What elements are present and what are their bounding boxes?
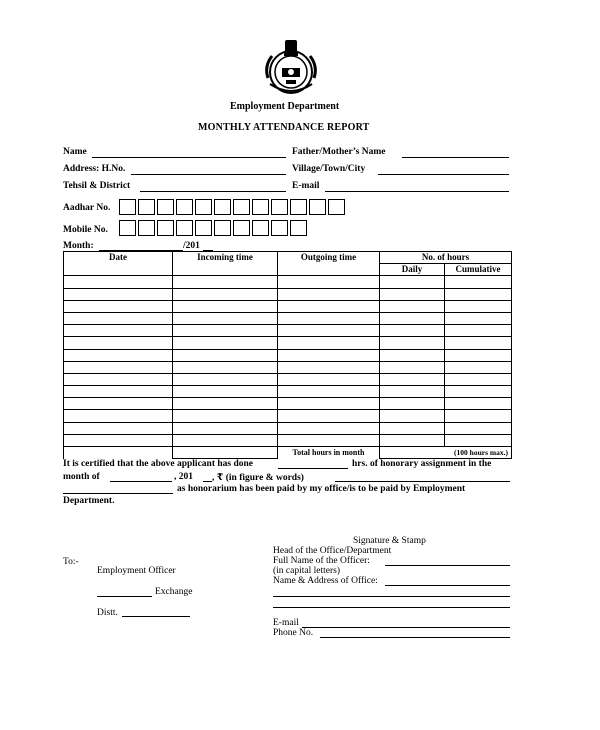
- total-row: [64, 447, 512, 459]
- name-label: Name: [63, 147, 87, 157]
- exchange-label: Exchange: [155, 587, 193, 597]
- exchange-field[interactable]: [97, 596, 152, 597]
- total-hours-label: Total hours in month: [278, 447, 380, 459]
- attendance-table: [63, 251, 512, 459]
- office-address-field-2[interactable]: [273, 596, 510, 597]
- cert-month-field[interactable]: [110, 481, 172, 482]
- table-row[interactable]: [64, 300, 512, 312]
- tehsil-label: Tehsil & District: [63, 181, 131, 191]
- signature-stamp: Signature & Stamp: [353, 536, 426, 546]
- amount-words-field[interactable]: [63, 493, 173, 494]
- month-label: Month:: [63, 241, 94, 251]
- email-label: E-mail: [292, 181, 320, 191]
- col-cumulative: Cumulative: [445, 264, 512, 276]
- hours-done-field[interactable]: [278, 468, 348, 469]
- village-field[interactable]: [378, 174, 509, 175]
- table-row[interactable]: [64, 276, 512, 288]
- office-address-label: Name & Address of Office:: [273, 576, 378, 586]
- village-label: Village/Town/City: [292, 164, 366, 174]
- year-prefix: /201: [183, 241, 200, 251]
- to-label: To:-: [63, 557, 79, 567]
- table-row[interactable]: [64, 398, 512, 410]
- table-row[interactable]: [64, 386, 512, 398]
- sig-email-field[interactable]: [302, 627, 510, 628]
- col-hours: No. of hours: [380, 252, 512, 264]
- department-heading: Employment Department: [230, 101, 340, 112]
- office-address-field-3[interactable]: [273, 607, 510, 608]
- table-row[interactable]: [64, 422, 512, 434]
- table-row[interactable]: [64, 349, 512, 361]
- certificate-line1-b: hrs. of honorary assignment in the: [352, 459, 492, 469]
- max-hours-note: (100 hours max.): [380, 447, 512, 459]
- office-address-field[interactable]: [385, 585, 510, 586]
- table-row[interactable]: [64, 337, 512, 349]
- col-date: Date: [64, 252, 173, 276]
- certificate-line2-b: , 201: [174, 472, 193, 482]
- tehsil-field[interactable]: [140, 191, 286, 192]
- table-row[interactable]: [64, 312, 512, 324]
- officer-name-field[interactable]: [385, 565, 510, 566]
- email-field[interactable]: [325, 191, 509, 192]
- address-field[interactable]: [131, 174, 286, 175]
- phone-field[interactable]: [320, 637, 510, 638]
- certificate-line2-a: month of: [63, 472, 100, 482]
- certificate-line4: Department.: [63, 496, 115, 506]
- table-row[interactable]: [64, 373, 512, 385]
- father-mother-field[interactable]: [402, 157, 509, 158]
- mobile-label: Mobile No.: [63, 225, 108, 235]
- officer-name-label: Full Name of the Officer:: [273, 556, 370, 566]
- amount-field[interactable]: [335, 481, 510, 482]
- distt-label: Distt.: [97, 608, 118, 618]
- address-label: Address: H.No.: [63, 164, 126, 174]
- col-daily: Daily: [380, 264, 445, 276]
- col-incoming: Incoming time: [173, 252, 278, 276]
- mobile-boxes[interactable]: [119, 220, 309, 236]
- report-title: MONTHLY ATTENDANCE REPORT: [198, 122, 370, 133]
- phone-label: Phone No.: [273, 628, 314, 638]
- aadhar-label: Aadhar No.: [63, 203, 111, 213]
- table-row[interactable]: [64, 288, 512, 300]
- name-field[interactable]: [92, 157, 286, 158]
- certificate-line1-a: It is certified that the above applicant has done: [63, 459, 253, 469]
- father-mother-label: Father/Mother’s Name: [292, 147, 386, 157]
- employment-officer: Employment Officer: [97, 566, 176, 576]
- col-outgoing: Outgoing time: [278, 252, 380, 276]
- table-row[interactable]: [64, 410, 512, 422]
- government-emblem-icon: [260, 38, 322, 98]
- cert-year-field[interactable]: [203, 481, 212, 482]
- aadhar-boxes[interactable]: [119, 199, 347, 215]
- table-row[interactable]: [64, 325, 512, 337]
- certificate-line3: as honorarium has been paid by my office/is to be paid by Employment: [177, 484, 466, 494]
- table-row[interactable]: [64, 361, 512, 373]
- sig-email-label: E-mail: [273, 618, 299, 628]
- distt-field[interactable]: [122, 616, 190, 617]
- certificate-line2-c: , ₹ (in figure & words): [212, 473, 304, 483]
- table-row[interactable]: [64, 434, 512, 446]
- capital-letters-note: (in capital letters): [273, 566, 340, 576]
- head-of-office: Head of the Office/Department: [273, 546, 392, 556]
